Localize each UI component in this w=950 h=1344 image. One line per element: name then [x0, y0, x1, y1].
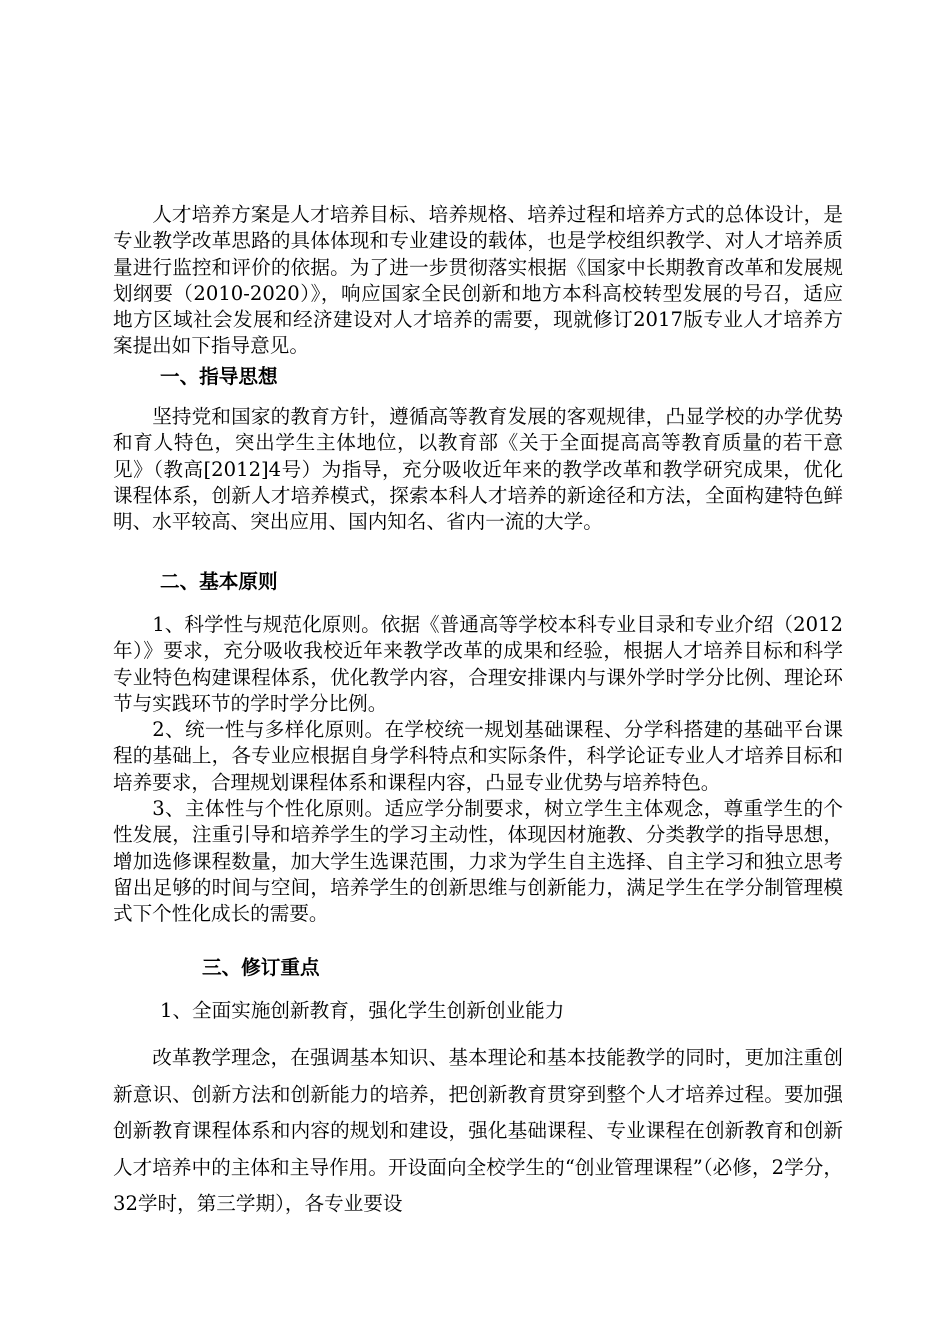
principle-paragraph-1: 1、科学性与规范化原则。依据《普通高等学校本科专业目录和专业介绍（2012年）》要求，充分吸收我校近年来教学改革的成果和经验，根据人才培养目标和科学专业特色构建课程体系，优化教学内容，合理安排课内与课外学时学分比例、理论环节与实践环节的学时学分比例。	[113, 613, 843, 715]
principle-paragraph-3: 3、主体性与个性化原则。适应学分制要求，树立学生主体观念，尊重学生的个性发展，注重引导和培养学生的学习主动性，体现因材施教、分类教学的指导思想，增加选修课程数量，加大学生选课范围，力求为学生自主选择、自主学习和独立思考留出足够的时间与空间，培养学生的创新思维与创新能力，满足学生在学分制管理模式下个性化成长的需要。	[113, 797, 843, 926]
revision-subheading: 1、全面实施创新教育，强化学生创新创业能力	[160, 999, 565, 1022]
principles-section	[113, 612, 843, 928]
guiding-paragraph: 坚持党和国家的教育方针，遵循高等教育发展的客观规律，凸显学校的办学优势和育人特色，突出学生主体地位，以教育部《关于全面提高高等教育质量的若干意见》（教高[2012]4号）为指导，充分吸收近年来的教学改革和教学研究成果，优化课程体系，创新人才培养模式，探索本科人才培养的新途径和方法，全面构建特色鲜明、水平较高、突出应用、国内知名、省内一流的大学。	[113, 405, 843, 534]
intro-paragraph: 人才培养方案是人才培养目标、培养规格、培养过程和培养方式的总体设计，是专业教学改革思路的具体体现和专业建设的载体，也是学校组织教学、对人才培养质量进行监控和评价的依据。为了进一步贯彻落实根据《国家中长期教育改革和发展规划纲要（2010-2020）》，响应国家全民创新和地方本科高校转型发展的号召，适应地方区域社会发展和经济建设对人才培养的需要，现就修订2017版专业人才培养方案提出如下指导意见。	[113, 203, 843, 358]
guiding-section	[113, 404, 843, 535]
revision-paragraph: 改革教学理念，在强调基本知识、基本理论和基本技能教学的同时，更加注重创新意识、创新方法和创新能力的培养，把创新教育贯穿到整个人才培养过程。要加强创新教育课程体系和内容的规划和建设，强化基础课程、专业课程在创新教育和创新人才培养中的主体和主导作用。开设面向全校学生的“创业管理课程”（必修，2学分，32学时，第三学期），各专业要设	[113, 1046, 843, 1216]
intro-section	[113, 202, 843, 360]
revision-section	[113, 1040, 843, 1223]
section-heading-principles: 二、基本原则	[160, 570, 278, 593]
principle-paragraph-2: 2、统一性与多样化原则。在学校统一规划基础课程、分学科搭建的基础平台课程的基础上，各专业应根据自身学科特点和实际条件，科学论证专业人才培养目标和培养要求，合理规划课程体系和课程内容，凸显专业优势与培养特色。	[113, 718, 843, 794]
section-heading-revision: 三、修订重点	[202, 956, 320, 979]
section-heading-guiding: 一、指导思想	[160, 365, 278, 388]
